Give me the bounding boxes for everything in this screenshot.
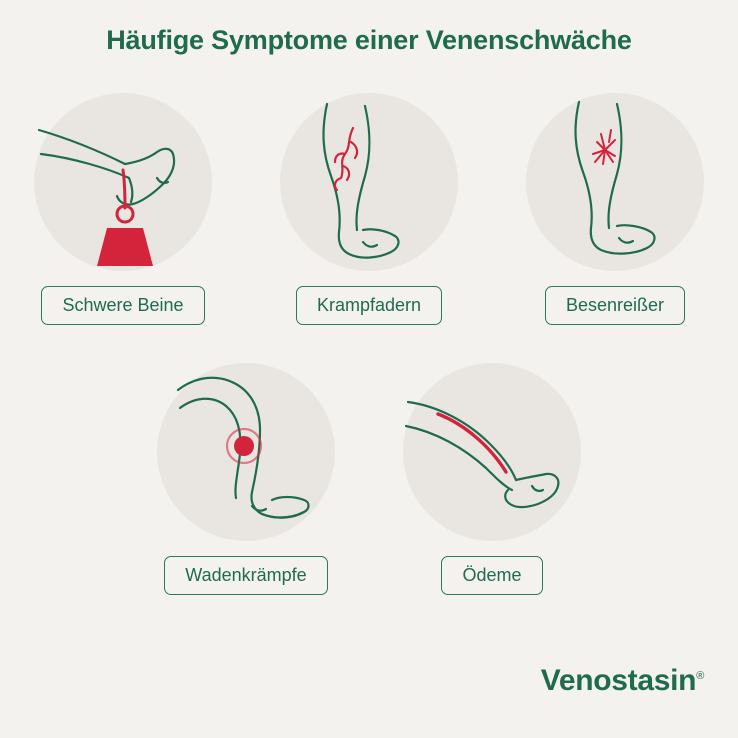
leg-calf-cramp-icon (156, 362, 336, 542)
symptom-illustration-wrap (33, 92, 213, 272)
symptom-card-oedeme[interactable] (369, 362, 615, 595)
symptom-row-2 (0, 362, 738, 595)
symptom-label: Schwere Beine (41, 286, 204, 325)
symptom-card-schwere-beine[interactable] (0, 92, 246, 325)
symptom-label: Krampfadern (296, 286, 442, 325)
leg-with-weight-icon (33, 92, 213, 272)
symptom-label: Besenreißer (545, 286, 685, 325)
leg-varicose-veins-icon (279, 92, 459, 272)
symptom-card-krampfadern[interactable] (246, 92, 492, 325)
symptom-label: Ödeme (441, 556, 542, 595)
symptom-illustration-wrap (525, 92, 705, 272)
symptom-row-1 (0, 92, 738, 325)
brand-trademark: ® (696, 670, 704, 682)
symptom-illustration-wrap (402, 362, 582, 542)
leg-edema-icon (402, 362, 582, 542)
brand-logo (541, 664, 704, 698)
symptom-illustration-wrap (156, 362, 336, 542)
symptom-illustration-wrap (279, 92, 459, 272)
page-title: Häufige Symptome einer Venenschwäche (106, 25, 632, 55)
brand-name: Venostasin (540, 664, 697, 697)
symptom-card-besenreisser[interactable] (492, 92, 738, 325)
symptom-label: Wadenkrämpfe (164, 556, 327, 595)
leg-spider-veins-icon (525, 92, 705, 272)
symptom-card-wadenkraempfe[interactable] (123, 362, 369, 595)
